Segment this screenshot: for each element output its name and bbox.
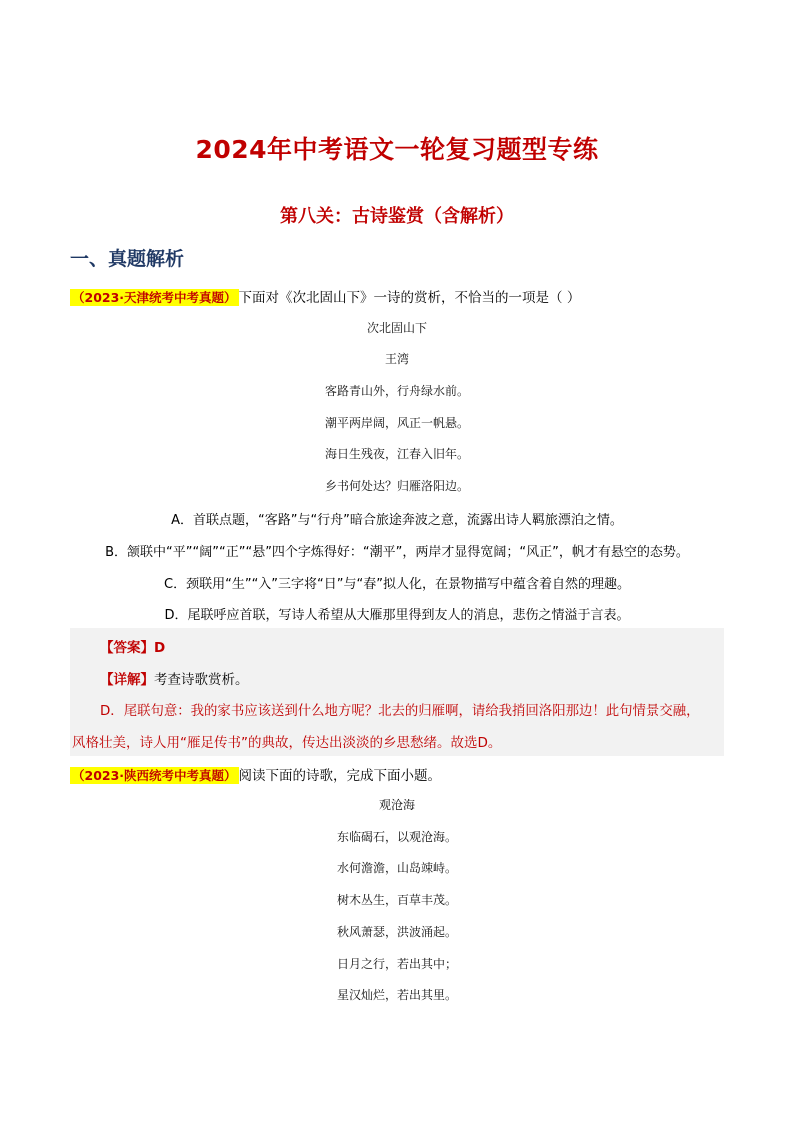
option-d: D．尾联呼应首联，写诗人希望从大雁那里得到友人的消息，悲伤之情溢于言表。	[164, 608, 630, 623]
detail-label: 【详解】	[100, 672, 154, 688]
option-c: C．颈联用“生”“入”三字将“日”与“春”拟人化，在景物描写中蕴含着自然的理趣。	[164, 577, 630, 592]
answer-box	[70, 628, 724, 756]
poem-2-title: 观沧海	[378, 798, 415, 812]
question-1-source-tag: （2023·天津统考中考真题）	[72, 290, 237, 305]
poem-2-line: 星汉灿烂，若出其里。	[336, 988, 457, 1002]
explanation-line-2: 风格壮美，诗人用“雁足传书”的典故，传达出淡淡的乡思愁绪。故选D。	[72, 735, 502, 751]
question-2-stem-line	[70, 764, 441, 784]
poem-2-line: 日月之行，若出其中；	[336, 957, 457, 971]
poem-1-line: 海日生残夜，江春入旧年。	[324, 447, 469, 461]
document-subtitle: 第八关：古诗鉴赏（含解析）	[280, 206, 514, 227]
detail-line	[100, 668, 249, 688]
poem-1-line: 乡书何处达？归雁洛阳边。	[324, 479, 469, 493]
poem-2-line: 秋风萧瑟，洪波涌起。	[336, 925, 457, 939]
question-2-source-tag: （2023·陕西统考中考真题）	[72, 768, 237, 783]
document-title: 2024年中考语文一轮复习题型专练	[195, 135, 599, 164]
poem-2-line: 树木丛生，百草丰茂。	[336, 893, 457, 907]
answer-value: D	[154, 640, 166, 656]
poem-1-line: 潮平两岸阔，风正一帆悬。	[324, 416, 469, 430]
question-1-stem: 下面对《次北固山下》一诗的赏析，不恰当的一项是（ ）	[238, 290, 581, 306]
poem-2-line: 水何澹澹，山岛竦峙。	[336, 861, 457, 875]
answer-label: 【答案】	[100, 640, 154, 656]
poem-1-author: 王湾	[384, 352, 409, 366]
detail-text: 考查诗歌赏析。	[154, 672, 249, 688]
poem-1-title: 次北固山下	[366, 321, 427, 335]
question-2-stem: 阅读下面的诗歌，完成下面小题。	[238, 768, 442, 784]
poem-1-line: 客路青山外，行舟绿水前。	[324, 384, 469, 398]
explanation-line-1: D．尾联句意：我的家书应该送到什么地方呢？北去的归雁啊，请给我捎回洛阳那边！此句情景交融，	[100, 704, 700, 719]
poem-2-line: 东临碣石，以观沧海。	[336, 830, 457, 844]
answer-line	[100, 636, 165, 656]
question-1-stem-line	[70, 286, 580, 306]
option-a: A．首联点题，“客路”与“行舟”暗合旅途奔波之意，流露出诗人羁旅漂泊之情。	[171, 513, 623, 528]
section-heading: 一、真题解析	[70, 248, 185, 270]
option-b: B．颔联中“平”“阔”“正”“悬”四个字炼得好：“潮平”，两岸才显得宽阔；“风正”，帆才有悬空的态势。	[105, 545, 689, 560]
